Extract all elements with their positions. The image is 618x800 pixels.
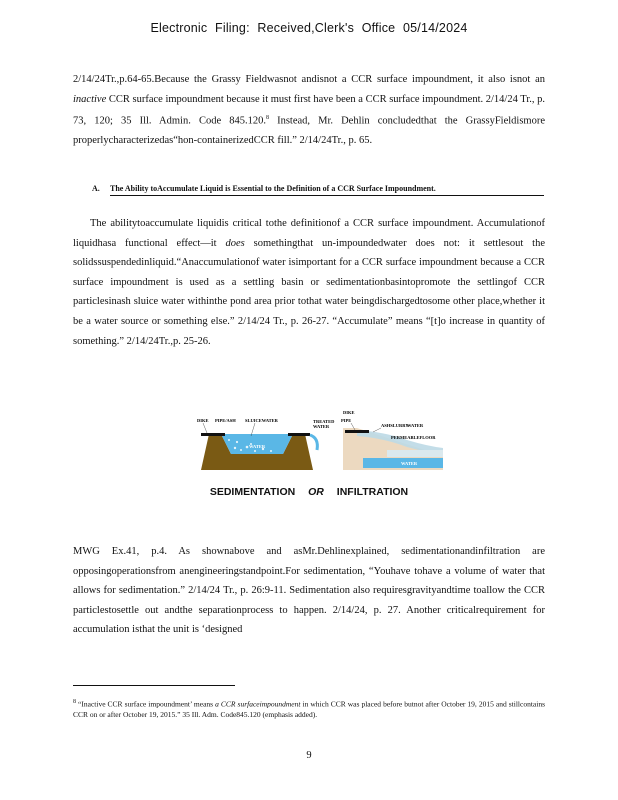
label-water-top-right: WATER bbox=[407, 423, 424, 428]
section-title: The Ability toAccumulate Liquid is Essential to the Definition of a CCR Surface Impoundment. bbox=[110, 184, 436, 193]
footnote-separator bbox=[73, 685, 235, 686]
leader-dike bbox=[203, 423, 207, 433]
left-inlet-pipe bbox=[201, 433, 225, 436]
filing-header: Electronic Filing: Received,Clerk's Office 05/14/2024 bbox=[150, 21, 468, 35]
paragraph-1: 2/14/24Tr.,p.64-65.Because the Grassy Fieldwasnot andisnot a CCR surface impoundment, it also isnot an inactive CCR surface impoundment because it must first have been a CCR surface impoundment. 2/14/24 Tr., p. 73, 120; 35 Ill. Admin. Code 845.120.$^8$ Instead, Mr. Dehlin concludedthat the GrassyFieldismore properlycharacterizedas“hon-containerizedCCR fill.” 2/14/24Tr., p. 65. bbox=[73, 74, 546, 147]
label-ash-slurry: ASHSLURRY bbox=[381, 423, 409, 428]
does-italic: does bbox=[225, 237, 245, 249]
infiltration-area bbox=[313, 410, 443, 470]
label-treated-water: WATER bbox=[313, 424, 330, 429]
permeable-floor bbox=[387, 450, 443, 457]
label-treated: TREATED bbox=[313, 419, 335, 424]
leader-ash-slurry bbox=[373, 428, 381, 432]
outlet-stream bbox=[310, 435, 317, 450]
sedimentation-infiltration-diagram bbox=[195, 406, 450, 476]
label-water-right: WATER bbox=[401, 461, 418, 466]
label-water-left: WATER bbox=[249, 444, 266, 449]
paragraph-2: The abilitytoaccumulate liquidis critical tothe definitionof a CCR surface impoundment. Accumulationof liquidhasa functional effect—it does somethingthat un-impoundedwater does not: it settlesout the solidssuspendedinliquid.“Anaccumulationof water isimportant for a CCR surface impoundment because a CCR surface impoundment is used as a settling basin or sedimentationbasintopromote the settlingof CCR particlesinash sluice water withinthe pond area prior tothat water beingdischargedtosome other place,whether it be a water source or something else.” 2/14/24 Tr., p. 26-27. “Accumulate” means “[t]o increase in quantity of something.” 2/14/24Tr.,p. 25-26. bbox=[73, 218, 546, 347]
page-number: 9 bbox=[306, 750, 312, 761]
footnote-8: $^8$ “Inactive CCR surface impoundment’ means a CCR surfaceimpoundment in which CCR was placed before butnot after October 19, 2015 and stillcontains CCR on or after October 19, 2015.” 35 Ill. Adm. Code845.120 (emphasis added). bbox=[73, 699, 545, 719]
footnote-ref-8[interactable]: 8 bbox=[265, 115, 269, 122]
label-pipe-ash: PIPE/ASH bbox=[215, 418, 236, 423]
label-dike-right: DIKE bbox=[343, 410, 355, 415]
heading-underline bbox=[110, 195, 544, 196]
sedimentation-basin bbox=[197, 418, 317, 470]
label-dike-left: DIKE bbox=[197, 418, 209, 423]
left-outlet-pipe bbox=[288, 433, 310, 436]
right-pipe bbox=[345, 430, 369, 433]
label-permeable-floor: PERMEABLEFLOOR bbox=[391, 435, 436, 440]
label-sluice-water: SLUICEWATER bbox=[245, 418, 278, 423]
section-letter: A. bbox=[92, 184, 100, 193]
inactive-italic: inactive bbox=[73, 93, 107, 105]
paragraph-3: MWG Ex.41, p.4. As shownabove and asMr.Dehlinexplained, sedimentationandinfiltration are opposingoperationsfrom anengineeringstandpoint.For sedimentation, “Youhave tohave a volume of water that allows for sedimentation.” 2/14/24 Tr., p. 26:9-11. Sedimentation also requiresgravityandtime toallow the CCR particlestosettle out andthe separationprocess to happen. 2/14/24, p. 27. Another criticalrequirement for accumulation isthat the unit is ‘designed bbox=[73, 546, 545, 636]
figure-caption: SEDIMENTATION OR INFILTRATION bbox=[209, 486, 409, 498]
label-pipe-right: PIPE bbox=[341, 418, 352, 423]
caption-or: OR bbox=[308, 486, 324, 498]
